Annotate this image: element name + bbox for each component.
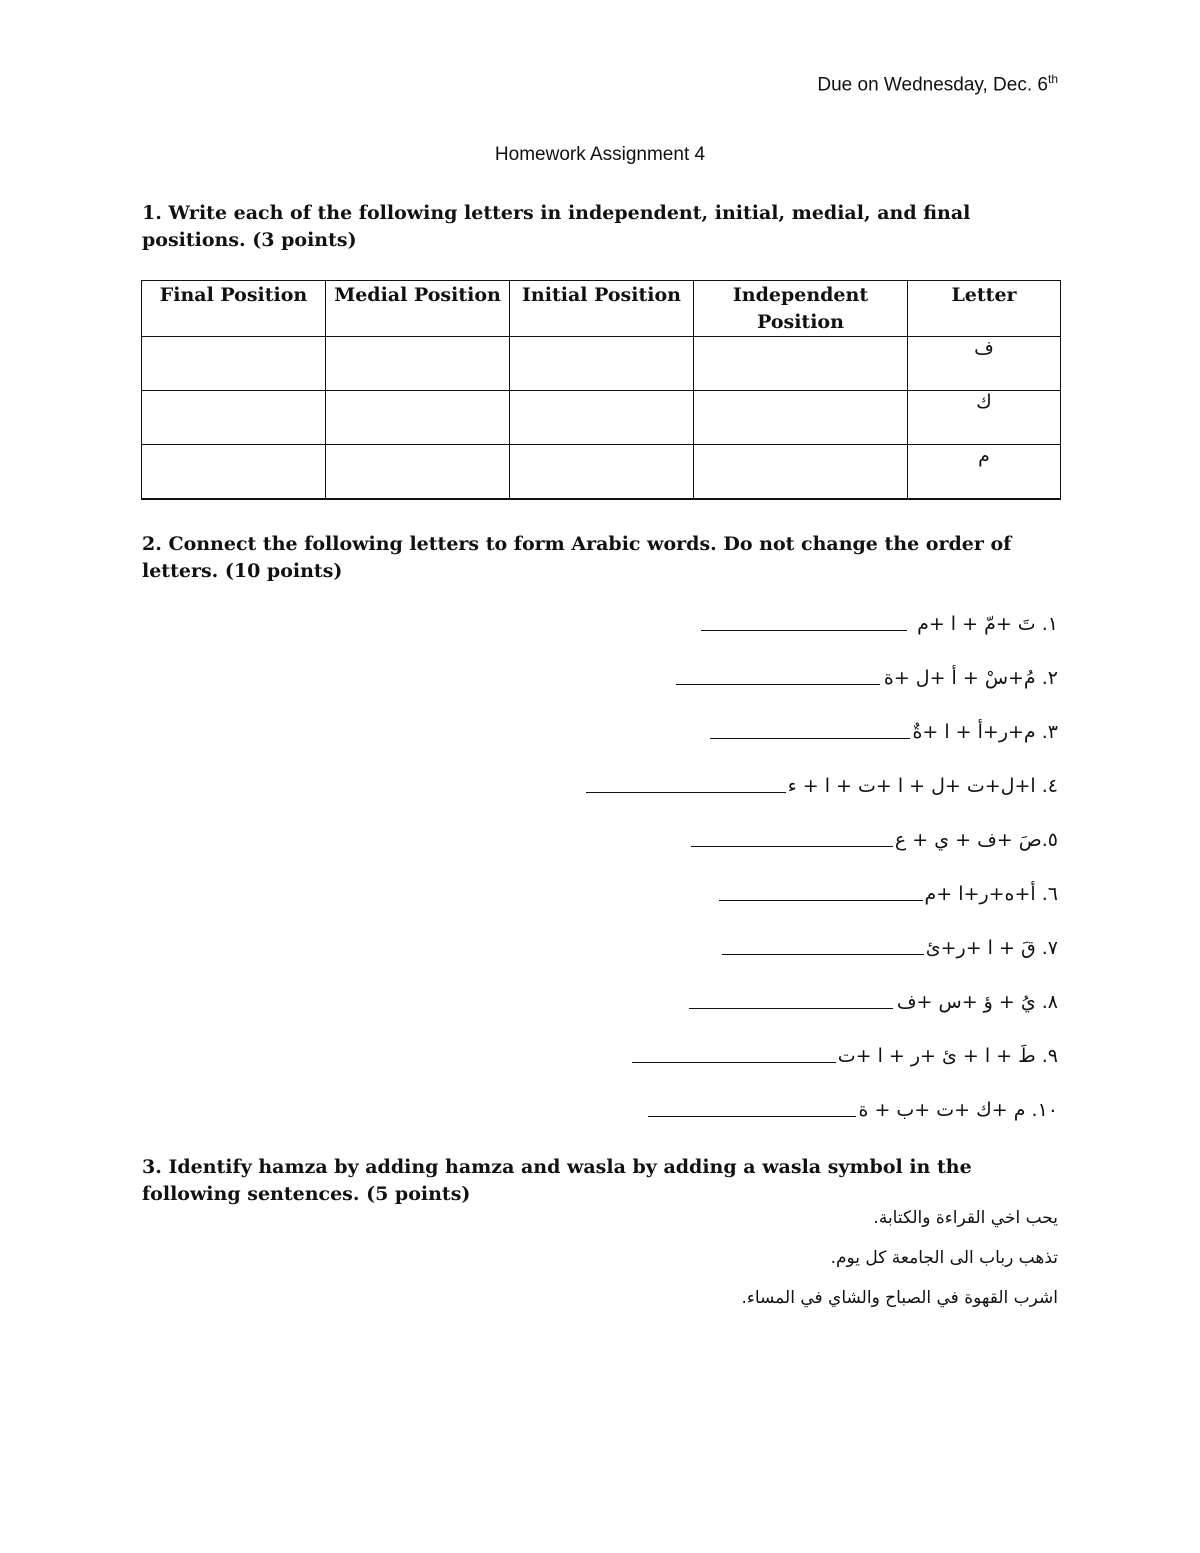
exercise-letters: ٤. ا+ل+ت +ل + ا +ت + ا + ء: [787, 775, 1058, 797]
exercise-letters: ٥.صَ +ف + ي + ع: [894, 829, 1058, 851]
exercise-letters: ٧. قَ + ا +ر+ئ: [925, 937, 1058, 959]
due-date-suffix: th: [1047, 72, 1058, 86]
exercise-line: [719, 879, 1058, 909]
table-row: [142, 391, 1061, 445]
exercise-letters: ٦. أ+ه+ر+ا +م: [924, 883, 1058, 905]
exercise-line: [710, 717, 1058, 747]
table-row: [142, 337, 1061, 391]
answer-cell-independent[interactable]: [694, 337, 908, 391]
exercise-letters: ١. تَ +مّ + ا +م: [917, 613, 1058, 635]
page-title: Homework Assignment 4: [494, 144, 706, 165]
answer-cell-independent[interactable]: [694, 391, 908, 445]
exercise-line: [648, 1095, 1058, 1125]
exercise-line: [632, 1041, 1058, 1071]
table-row: [142, 445, 1061, 500]
table-header-row: [142, 281, 1061, 337]
answer-blank[interactable]: [632, 1062, 836, 1063]
answer-blank[interactable]: [701, 630, 907, 631]
due-date-text: Due on Wednesday, Dec. 6: [817, 74, 1048, 96]
answer-blank[interactable]: [648, 1116, 856, 1117]
answer-blank[interactable]: [586, 792, 786, 793]
answer-cell-initial[interactable]: [510, 337, 694, 391]
answer-blank[interactable]: [691, 846, 893, 847]
answer-cell-final[interactable]: [142, 445, 326, 500]
answer-blank[interactable]: [719, 900, 923, 901]
sentence: تذهب رباب الى الجامعة كل يوم.: [830, 1248, 1058, 1268]
exercise-letters: ٨. يُ + ؤ +س +ف: [896, 991, 1058, 1013]
question-1-prompt: 1. Write each of the following letters in independent, initial, medial, and final positions. (3 points): [142, 202, 971, 251]
answer-cell-initial[interactable]: [510, 445, 694, 500]
answer-cell-final[interactable]: [142, 391, 326, 445]
question-2-prompt: 2. Connect the following letters to form Arabic words. Do not change the order of letters. (10 points): [142, 533, 1012, 582]
answer-cell-final[interactable]: [142, 337, 326, 391]
answer-cell-medial[interactable]: [326, 337, 510, 391]
answer-cell-initial[interactable]: [510, 391, 694, 445]
sentence: يحب اخي القراءة والكتابة.: [873, 1208, 1058, 1228]
answer-cell-medial[interactable]: [326, 391, 510, 445]
exercise-letters: ٣. م+ر+أ + ا +ةٌ: [912, 721, 1058, 743]
letter-cell: ف: [908, 337, 1061, 391]
column-header-medial: Medial Position: [326, 281, 510, 337]
column-header-letter: Letter: [908, 281, 1061, 337]
column-header-initial: Initial Position: [510, 281, 694, 337]
answer-blank[interactable]: [676, 684, 880, 685]
answer-blank[interactable]: [710, 738, 910, 739]
letter-cell: ك: [908, 391, 1061, 445]
question-3-prompt: 3. Identify hamza by adding hamza and wasla by adding a wasla symbol in the following sentences. (5 points): [142, 1156, 972, 1205]
exercise-line: [691, 825, 1058, 855]
letter-cell: م: [908, 445, 1061, 500]
exercise-letters: ٢. مُ+سْ + أ +ل +ة: [883, 667, 1058, 689]
exercise-line: [701, 609, 1058, 639]
column-header-independent: Independent Position: [694, 281, 908, 337]
answer-blank[interactable]: [722, 954, 924, 955]
answer-blank[interactable]: [689, 1008, 893, 1009]
exercise-line: [722, 933, 1058, 963]
letter-positions-table: [141, 280, 1061, 500]
due-date: [817, 72, 1058, 96]
exercise-line: [676, 663, 1058, 693]
column-header-final: Final Position: [142, 281, 326, 337]
answer-cell-medial[interactable]: [326, 445, 510, 500]
answer-cell-independent[interactable]: [694, 445, 908, 500]
exercise-letters: ٩. طَ + ا + ئ +ر + ا +ت: [837, 1045, 1058, 1067]
exercise-letters: ١٠. م +ك +ت +ب + ة: [858, 1099, 1058, 1121]
exercise-line: [586, 771, 1058, 801]
sentence: اشرب القهوة في الصباح والشاي في المساء.: [741, 1288, 1058, 1308]
exercise-line: [689, 987, 1058, 1017]
